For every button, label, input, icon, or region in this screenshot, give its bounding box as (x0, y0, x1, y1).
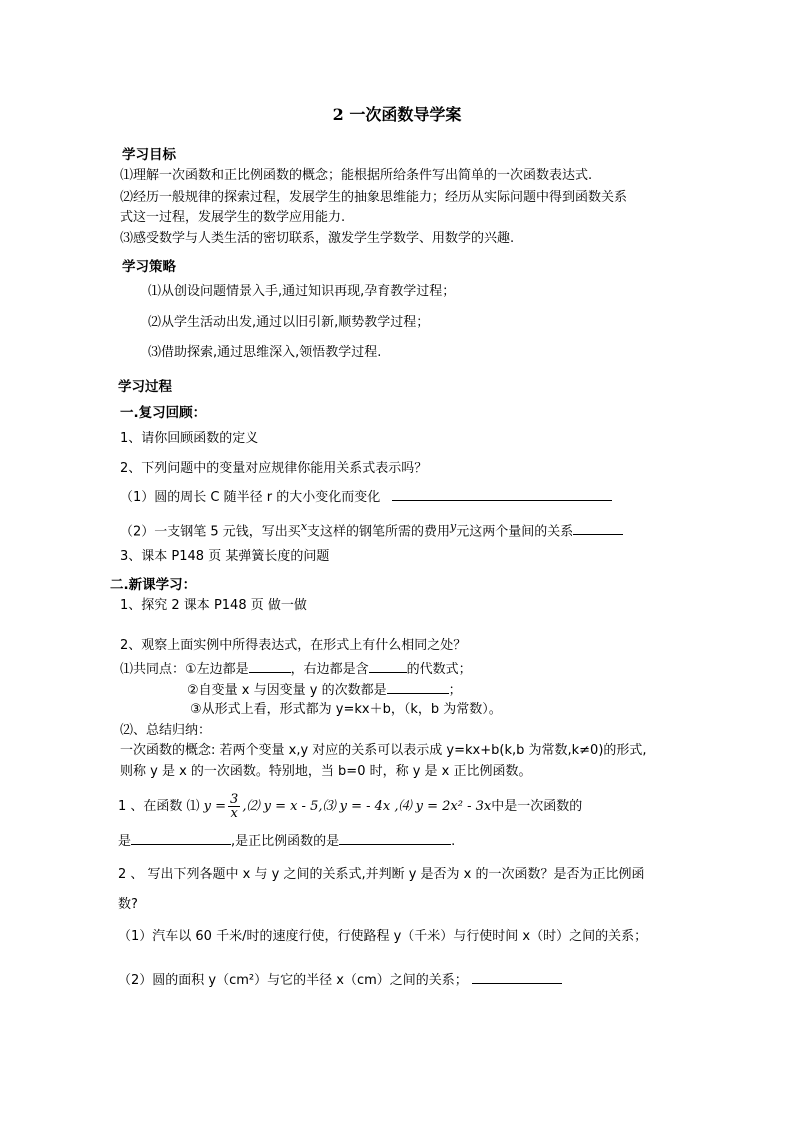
review-2-2-text-b: 支这样的钢笔所需的费用 (307, 524, 451, 540)
answer-blank[interactable] (573, 521, 623, 535)
review-2-2-text-c: 元这两个量间的关系 (456, 524, 574, 540)
newlesson-2: 2、观察上面实例中所得表达式，在形式上有什么相同之处？ (120, 638, 467, 653)
common-1 (120, 659, 472, 679)
review-2-2-text-a: （2）一支钢笔 5 元钱，写出买 (120, 524, 301, 540)
fraction (228, 793, 240, 820)
definition-2: 则称 y 是 x 的一次函数。特别地，当 b=0 时，称 y 是 x 正比例函数。 (120, 764, 532, 779)
page-title: 2 一次函数导学案 (332, 105, 462, 124)
fraction-numerator: 3 (230, 792, 239, 807)
exercise-1-funcs: ,⑵ y = x - 5,⑶ y = - 4x ,⑷ y = 2x² - 3x (242, 799, 492, 814)
common-2-text-b: ； (448, 683, 462, 698)
process-heading: 学习过程 (118, 379, 172, 395)
newlesson-heading: 二.新课学习： (110, 577, 197, 593)
exercise-2-2-text: （2）圆的面积 y（cm²）与它的半径 x（cm）之间的关系； (118, 973, 468, 988)
common-1-text-c: 的代数式； (406, 662, 472, 677)
exercise-2b: 数? (118, 897, 138, 912)
goal-2a: ⑵经历一般规律的探索过程，发展学生的抽象思维能力；经历从实际问题中得到函数关系 (120, 190, 628, 205)
exercise-1-suffix: 中是一次函数的 (491, 799, 583, 814)
review-2-1 (120, 487, 612, 507)
common-2 (187, 680, 462, 700)
var-x: x (300, 520, 308, 533)
exercise-2a: 2 、 写出下列各题中 x 与 y 之间的关系式,并判断 y 是否为 x 的一次函数？是否为正比例函 (118, 867, 645, 882)
answer-blank[interactable] (369, 659, 407, 673)
common-1-text-b: ，右边都是含 (290, 662, 369, 677)
exercise-1-prefix: 1 、在函数 ⑴ (118, 799, 204, 814)
common-1-text-a: ⑴共同点：①左边都是 (120, 662, 249, 677)
answer-blank[interactable] (249, 659, 291, 673)
answer-blank[interactable] (392, 487, 612, 501)
fraction-denominator: x (230, 806, 238, 821)
review-1: 1、请你回顾函数的定义 (120, 431, 259, 446)
review-2-2 (120, 518, 623, 541)
exercise-1-answer (118, 831, 455, 851)
answer-blank[interactable] (131, 831, 231, 845)
strategy-1: ⑴从创设问题情景入手,通过知识再现,孕育教学过程； (148, 284, 456, 299)
exercise-1-answer-c: . (451, 834, 456, 849)
strategy-3: ⑶借助探索,通过思维深入,领悟教学过程. (148, 345, 382, 360)
answer-blank[interactable] (339, 831, 451, 845)
exercise-1-func-1: y = (203, 799, 227, 814)
goal-3: ⑶感受数学与人类生活的密切联系，激发学生学数学、用数学的兴趣. (120, 231, 515, 246)
newlesson-1: 1、探究 2 课本 P148 页 做一做 (120, 598, 307, 613)
review-2: 2、下列问题中的变量对应规律你能用关系式表示吗？ (120, 461, 428, 476)
review-3: 3、课本 P148 页 某弹簧长度的问题 (120, 549, 330, 564)
strategy-heading: 学习策略 (122, 259, 176, 275)
var-y: y (450, 520, 457, 533)
answer-blank[interactable] (387, 680, 449, 694)
definition-1: 一次函数的概念: 若两个变量 x,y 对应的关系可以表示成 y=kx+b(k,b 为常数,k≠0)的形式, (120, 743, 647, 758)
goal-2b: 式这一过程，发展学生的数学应用能力. (120, 210, 346, 225)
answer-blank[interactable] (472, 970, 562, 984)
exercise-1-answer-a: 是 (118, 834, 132, 849)
exercise-2-2 (118, 970, 562, 990)
exercise-1-answer-b: ,是正比例函数的是 (231, 834, 340, 849)
goal-1: ⑴理解一次函数和正比例函数的概念；能根据所给条件写出简单的一次函数表达式. (120, 168, 593, 183)
review-heading: 一.复习回顾： (120, 405, 207, 421)
goals-heading: 学习目标 (122, 147, 176, 163)
common-2-text-a: ②自变量 x 与因变量 y 的次数都是 (187, 683, 387, 698)
common-3: ③从形式上看，形式都为 y=kx＋b，（k，b 为常数）。 (190, 702, 502, 717)
summary-heading: ⑵、总结归纳： (120, 723, 212, 738)
strategy-2: ⑵从学生活动出发,通过以旧引新,顺势教学过程； (148, 315, 430, 330)
review-2-1-text: （1）圆的周长 C 随半径 r 的大小变化而变化 (120, 490, 381, 505)
exercise-2-1: （1）汽车以 60 千米/时的速度行使，行使路程 y（千米）与行使时间 x（时）之间的关系； (118, 929, 648, 944)
exercise-1 (118, 793, 582, 819)
